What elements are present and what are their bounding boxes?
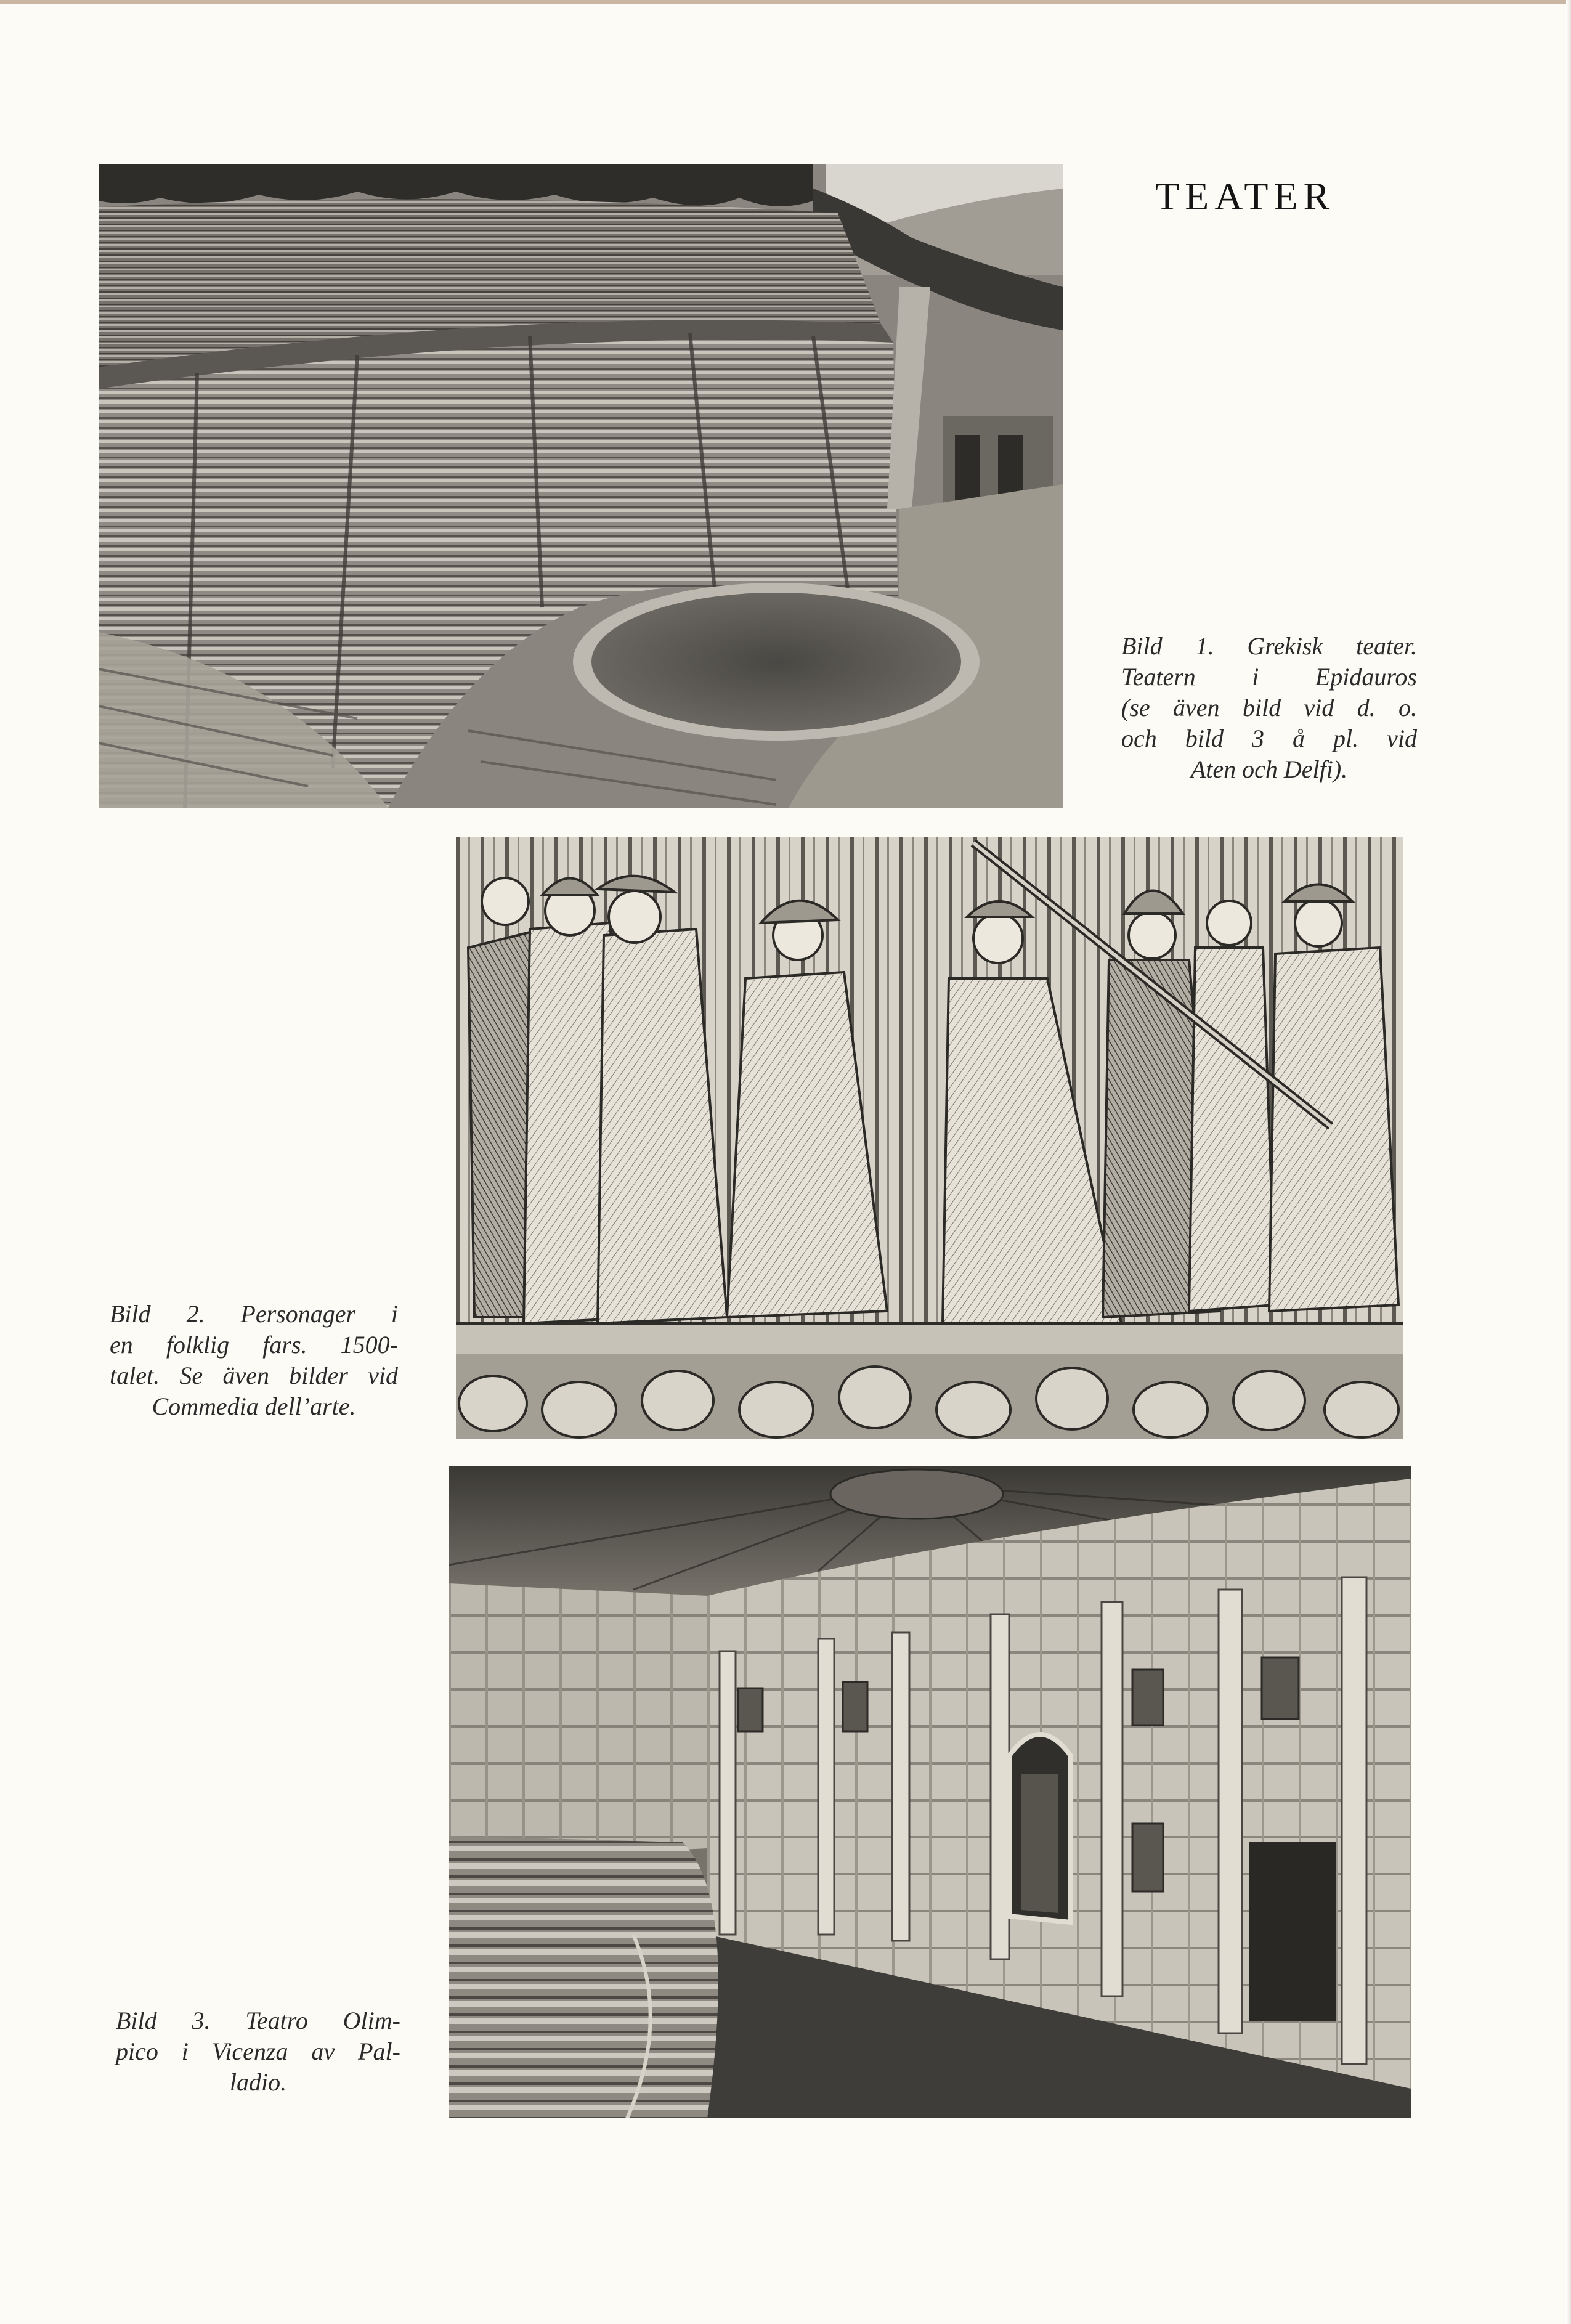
caption-line: Bild 1. Grekisk teater.	[1121, 632, 1417, 660]
caption-line: Bild 3. Teatro Olim-	[116, 2007, 400, 2034]
caption-line: talet. Se även bilder vid	[110, 1362, 398, 1389]
farce-illustration	[456, 837, 1403, 1439]
photo-teatro-olimpico	[449, 1466, 1411, 2118]
caption-line: Commedia dell’arte.	[152, 1392, 356, 1420]
caption-line: ladio.	[229, 2068, 287, 2096]
section-title: TEATER	[1155, 174, 1336, 218]
caption-line: Aten och Delfi).	[1190, 755, 1348, 783]
caption-plate-1	[1121, 631, 1417, 785]
teatro-olimpico-illustration	[449, 1466, 1411, 2118]
page-edge	[0, 0, 1571, 4]
caption-plate-3	[116, 2005, 400, 2098]
page-edge-shadow	[1566, 0, 1571, 2324]
caption-line: Teatern i Epidauros	[1121, 663, 1417, 691]
caption-line: pico i Vicenza av Pal-	[116, 2038, 400, 2065]
caption-plate-2	[110, 1299, 398, 1422]
caption-line: (se även bild vid d. o.	[1121, 694, 1417, 721]
epidauros-illustration	[99, 164, 1063, 808]
photo-greek-theatre-epidauros	[99, 164, 1063, 808]
caption-line: och bild 3 å pl. vid	[1121, 725, 1417, 752]
caption-line: Bild 2. Personager i	[110, 1300, 398, 1328]
caption-line: en folklig fars. 1500-	[110, 1331, 398, 1359]
engraving-farce-characters	[456, 837, 1403, 1439]
